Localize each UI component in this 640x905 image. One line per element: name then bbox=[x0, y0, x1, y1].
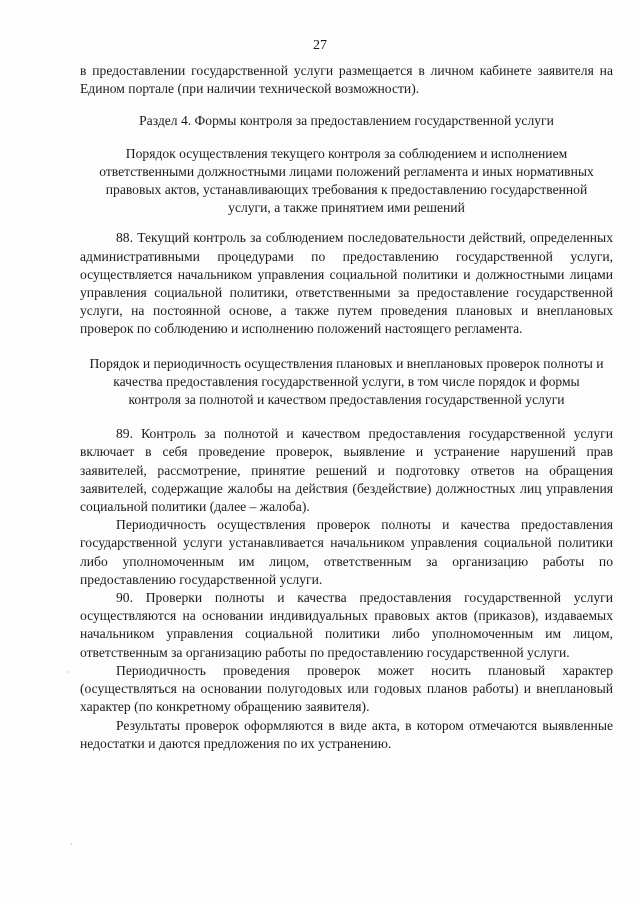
paragraph-90: 90. Проверки полноты и качества предоставления государственной услуги осуществляются на основании индивидуальных правовых актов (приказов), издаваемых начальником управления социальной политики либо уполномоченным им лицом, ответственным за организацию работы по предоставлению государственной услуги. bbox=[80, 590, 613, 660]
subsection-heading-current-control: Порядок осуществления текущего контроля за соблюдением и исполнением ответственными должностными лицами положений регламента и иных нормативных правовых актов, устанавливающих требования к предоставлению государственной услуги, а также принятием ими решений bbox=[99, 145, 594, 216]
paragraph-89-periodicity: Периодичность осуществления проверок полноты и качества предоставления государственной услуги устанавливается начальником управления социальной политики либо уполномоченным им лицом, ответственным за организацию работы по предоставлению государственной услуги. bbox=[80, 517, 613, 587]
scan-speck: · bbox=[66, 668, 69, 677]
section-heading: Раздел 4. Формы контроля за предоставлением государственной услуги bbox=[139, 113, 554, 129]
subsection-heading-inspections: Порядок и периодичность осуществления плановых и внеплановых проверок полноты и качества предоставления государственной услуги, в том числе порядок и формы контроля за полнотой и качеством предоставления государственной услуги bbox=[89, 355, 604, 408]
paragraph-90-periodicity: Периодичность проведения проверок может носить плановый характер (осуществляться на основании полугодовых или годовых планов работы) и внеплановый характер (по конкретному обращению заявителя). bbox=[80, 662, 613, 715]
paragraph-90-results: Результаты проверок оформляются в виде акта, в котором отмечаются выявленные недостатки и даются предложения по их устранению. bbox=[80, 717, 613, 751]
scan-speck: · bbox=[70, 840, 73, 849]
paragraph-89: 89. Контроль за полнотой и качеством предоставления государственной услуги включает в себя проведение проверок, выявление и устранение нарушений прав заявителей, рассмотрение, принятие решений и подготовку ответов на обращения заявителей, содержащие жалобы на действия (бездействие) должностных лиц управления социальной политики (далее – жалоба). bbox=[80, 426, 613, 515]
document-body bbox=[80, 62, 613, 753]
paragraph-88: 88. Текущий контроль за соблюдением последовательности действий, определенных административными процедурами по предоставлению государственной услуги, осуществляется начальником управления социальной политики и должностными лицами управления социальной политики, ответственными за предоставление государственной услуги, на постоянной основе, а также путем проведения плановых и внеплановых проверок по соблюдению и исполнению положений настоящего регламента. bbox=[80, 230, 613, 337]
page-number: 27 bbox=[313, 38, 327, 53]
paragraph-continuation: в предоставлении государственной услуги размещается в личном кабинете заявителя на Едином портале (при наличии технической возможности). bbox=[80, 63, 613, 97]
